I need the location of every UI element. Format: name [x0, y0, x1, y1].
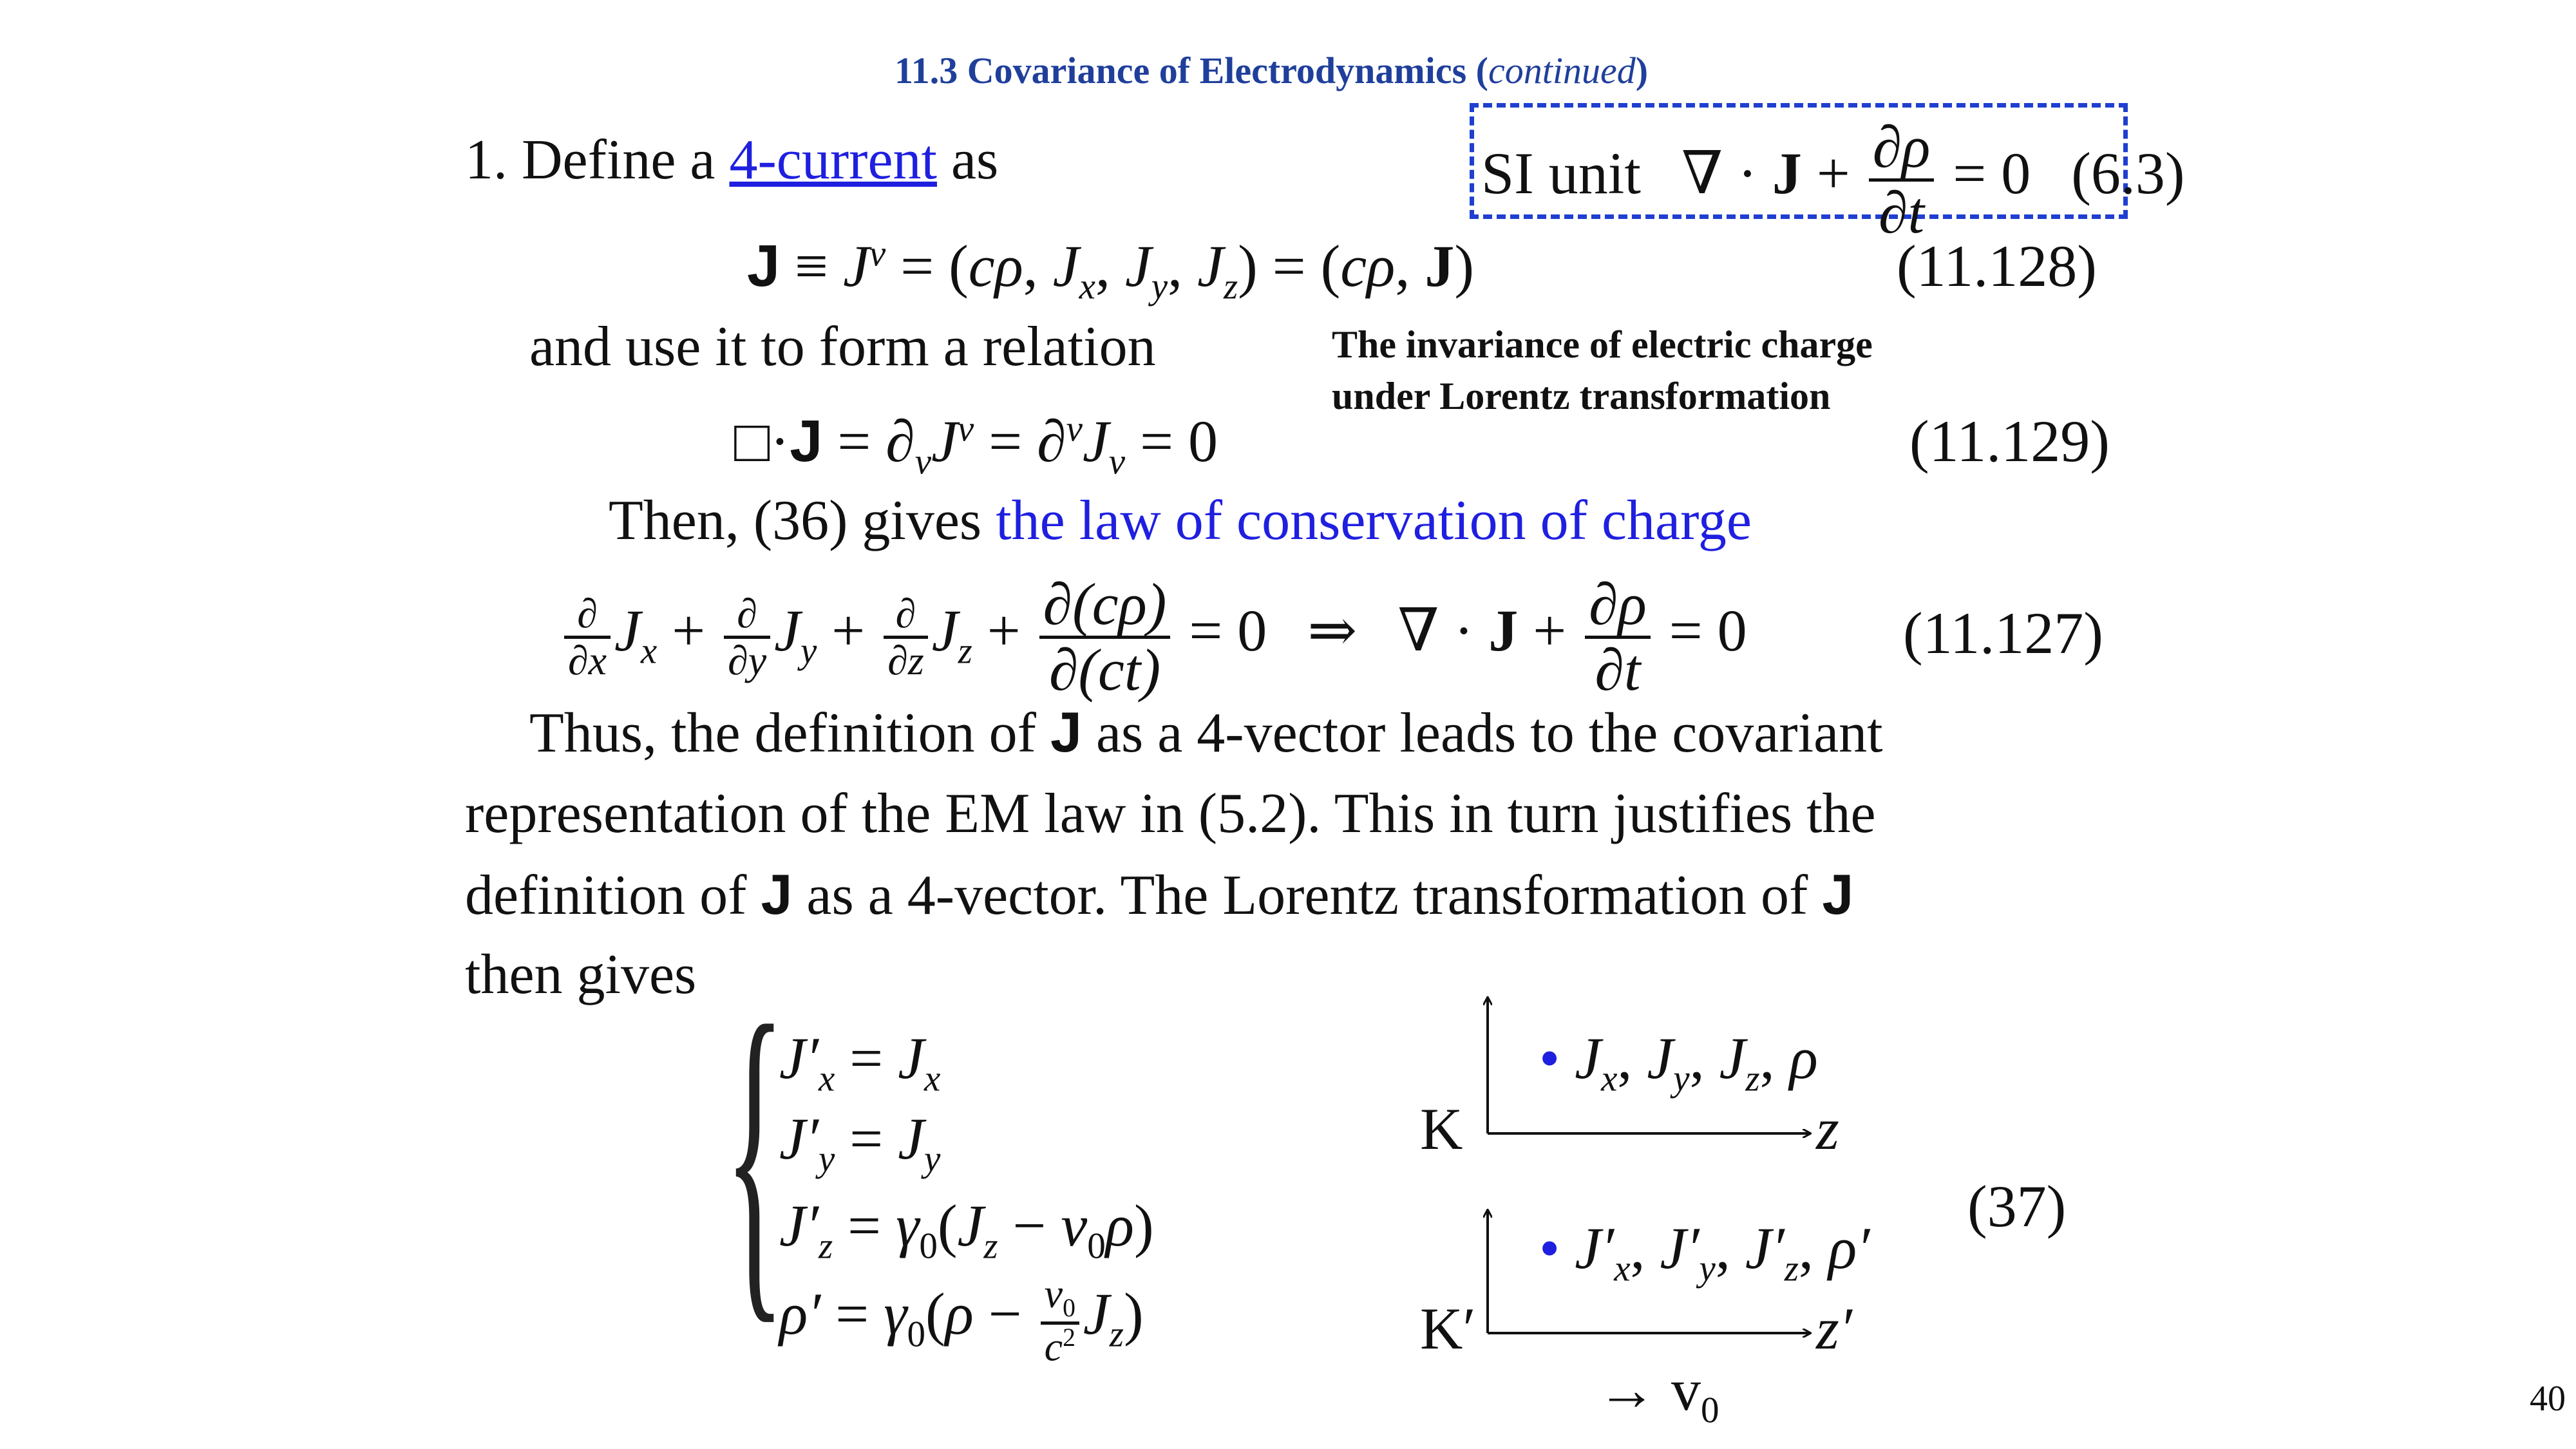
title-continued: continued	[1488, 50, 1636, 91]
eq-37-row-4: $\rho' = \gamma_0(\rho$ − $\frac{v_0}{c^2}$ $J_z$)	[779, 1271, 1144, 1370]
step-1-prefix: 1. Define a	[465, 129, 715, 191]
paragraph-line-3: definition of J as a 4-vector. The Lorentz transformation of J	[465, 862, 1854, 927]
equation-11-129: □·J = $\partial_\nu J^\nu = \partial^\nu J_\nu = 0$	[734, 408, 1218, 482]
and-use-text: and use it to form a relation	[529, 316, 1156, 378]
equation-number-11-129: (11.129)	[1909, 408, 2110, 474]
equation-number-37: (37)	[1967, 1173, 2067, 1239]
frame-k-quantities: • $J_x$, $J_y$, $J_z$, ρ	[1539, 1025, 1818, 1099]
frame-kp-label: K′	[1420, 1296, 1476, 1361]
equation-number-11-128: (11.128)	[1897, 233, 2097, 299]
equation-number-11-127: (11.127)	[1903, 600, 2103, 666]
step-1-line	[465, 129, 999, 191]
then-line	[609, 489, 1752, 552]
note-line-1: The invariance of electric charge	[1332, 323, 1873, 366]
frame-kp-z-label: z′	[1816, 1296, 1852, 1361]
velocity-text: → v	[1597, 1357, 1701, 1423]
note-line-2: under Lorentz transformation	[1332, 375, 1831, 417]
slide-title: 11.3 Covariance of Electrodynamics (continued)	[895, 50, 1649, 91]
paragraph-line-2: representation of the EM law in (5.2). This in turn justifies the	[465, 782, 1876, 845]
paragraph-line-3b: as a 4-vector. The Lorentz transformation of	[806, 864, 1808, 927]
then-text: Then, (36) gives	[609, 489, 982, 552]
si-label: SI unit	[1481, 140, 1641, 207]
paragraph-line-1a: Thus, the definition of	[529, 702, 1036, 764]
paragraph-line-1: Thus, the definition of J as a 4-vector leads to the covariant	[529, 700, 1883, 764]
frame-k-label: K	[1420, 1096, 1463, 1162]
equation-11-127: $\frac{\partial}{\partial x}$ $J_x$ + $\frac{\partial}{\partial y}$ $J_y$ + $\frac{\partial}{\partial z}$ $J_z$ + $\frac{\partial(c\rho)}{\partial(ct)}$ = 0 ⇒ ∇ · J + $\frac{\partial\rho}{\partial t}$ = 0	[560, 573, 1747, 701]
eq-37-row-1: $J'_x = J_x$	[779, 1025, 941, 1099]
frame-kp-quantities: • $J'_x$, $J'_y$, $J'_z$, ρ′	[1539, 1215, 1870, 1289]
eq-37-row-3: $J'_z = \gamma_0(J_z - v_0\rho)$	[779, 1193, 1154, 1267]
equation-11-128: $J \equiv J^\nu = (c\rho$, $J_x$, $J_y$, $J_z) = (c\rho$, J)	[747, 233, 1474, 307]
conservation-of-charge-highlight: the law of conservation of charge	[996, 489, 1752, 552]
page-number: 40	[2530, 1379, 2566, 1419]
frame-k-z-label: z	[1816, 1096, 1839, 1162]
eq-37-row-2: $J'_y = J_y$	[779, 1106, 941, 1180]
system-brace: {	[724, 953, 786, 1352]
invariance-note	[1332, 319, 1873, 422]
paragraph-line-4: then gives	[465, 943, 697, 1006]
si-unit-equation: SI unit ∇ · J + $\frac{\partial\rho}{\partial t}$ = 0 (6.3)	[1481, 114, 2185, 245]
paragraph-line-1b: as a 4-vector leads to the covariant	[1095, 702, 1883, 764]
paragraph-line-3a: definition of	[465, 864, 747, 927]
title-main: 11.3 Covariance of Electrodynamics	[895, 50, 1467, 91]
si-equation-number: (6.3)	[2071, 140, 2185, 207]
velocity-label: → $v_0$	[1597, 1357, 1719, 1431]
4-current-link[interactable]: 4-current	[729, 129, 937, 191]
step-1-suffix: as	[951, 129, 999, 191]
